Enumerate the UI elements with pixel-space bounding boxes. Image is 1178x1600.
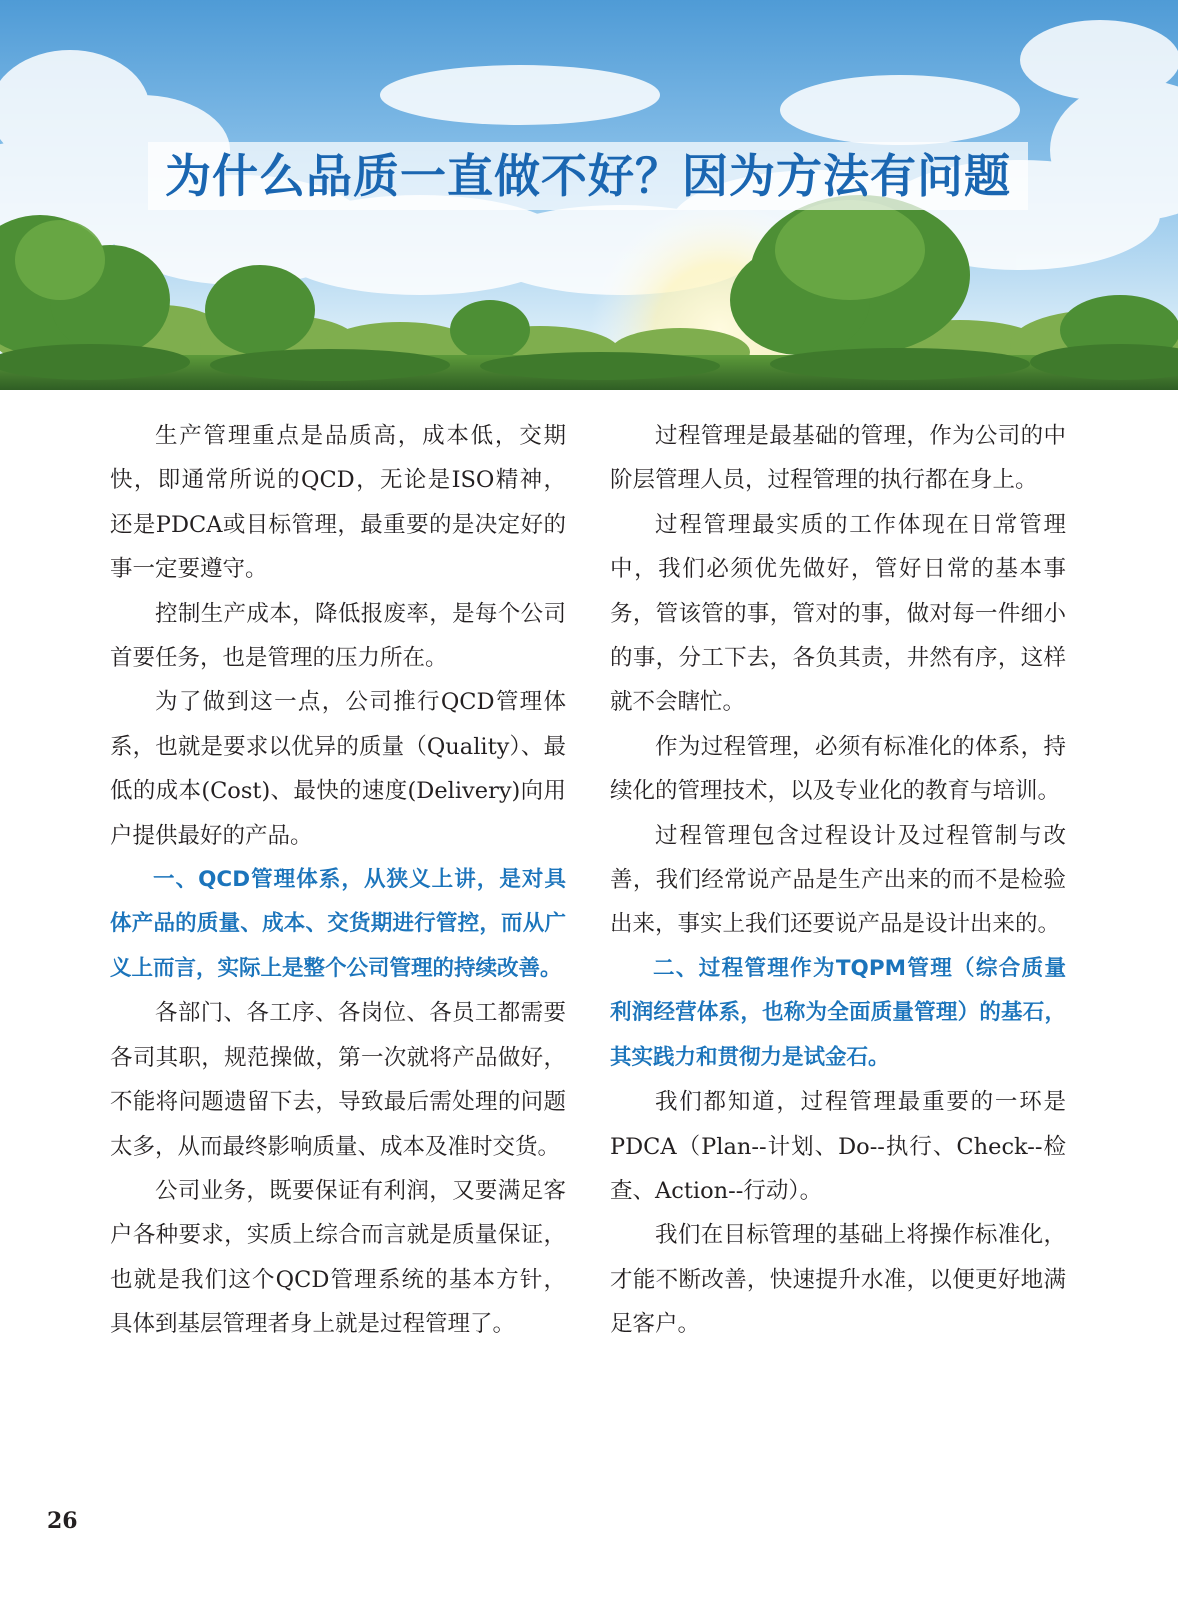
page-number: 26 [47,1508,78,1534]
paragraph: 过程管理包含过程设计及过程管制与改善，我们经常说产品是生产出来的而不是检验出来，事实上我们还要说产品是设计出来的。 [610,822,1066,938]
right-column [610,414,1066,1347]
paragraph: 过程管理最实质的工作体现在日常管理中，我们必须优先做好，管好日常的基本事务，管该管的事，管对的事，做对每一件细小的事，分工下去，各负其责，井然有序，这样就不会瞎忙。 [610,511,1066,716]
paragraph: 控制生产成本，降低报废率，是每个公司首要任务，也是管理的压力所在。 [110,600,566,672]
paragraph: 我们都知道，过程管理最重要的一环是PDCA（Plan--计划、Do--执行、Check--检查、Action--行动）。 [610,1089,1066,1204]
section-heading: 二、过程管理作为TQPM管理（综合质量利润经营体系，也称为全面质量管理）的基石，其实践力和贯彻力是试金石。 [610,955,1066,1070]
paragraph: 作为过程管理，必须有标准化的体系，持续化的管理技术，以及专业化的教育与培训。 [610,733,1066,805]
left-column [110,414,566,1347]
paragraph: 为了做到这一点，公司推行QCD管理体系，也就是要求以优异的质量（Quality）、最低的成本(Cost)、最快的速度(Delivery)向用户提供最好的产品。 [110,689,566,849]
section-heading: 一、QCD管理体系，从狭义上讲，是对具体产品的质量、成本、交货期进行管控，而从广义上而言，实际上是整个公司管理的持续改善。 [110,867,566,981]
paragraph: 生产管理重点是品质高，成本低，交期快，即通常所说的QCD，无论是ISO精神，还是PDCA或目标管理，最重要的是决定好的事一定要遵守。 [110,423,566,583]
paragraph: 各部门、各工序、各岗位、各员工都需要各司其职，规范操做，第一次就将产品做好，不能将问题遗留下去，导致最后需处理的问题太多，从而最终影响质量、成本及准时交货。 [110,1000,566,1160]
article-title: 为什么品质一直做不好？因为方法有问题 [165,149,1011,203]
paragraph: 过程管理是最基础的管理，作为公司的中阶层管理人员，过程管理的执行都在身上。 [610,423,1066,494]
paragraph: 公司业务，既要保证有利润，又要满足客户各种要求，实质上综合而言就是质量保证，也就是我们这个QCD管理系统的基本方针，具体到基层管理者身上就是过程管理了。 [110,1177,566,1338]
paragraph: 我们在目标管理的基础上将操作标准化，才能不断改善，快速提升水准，以便更好地满足客户。 [610,1222,1066,1338]
